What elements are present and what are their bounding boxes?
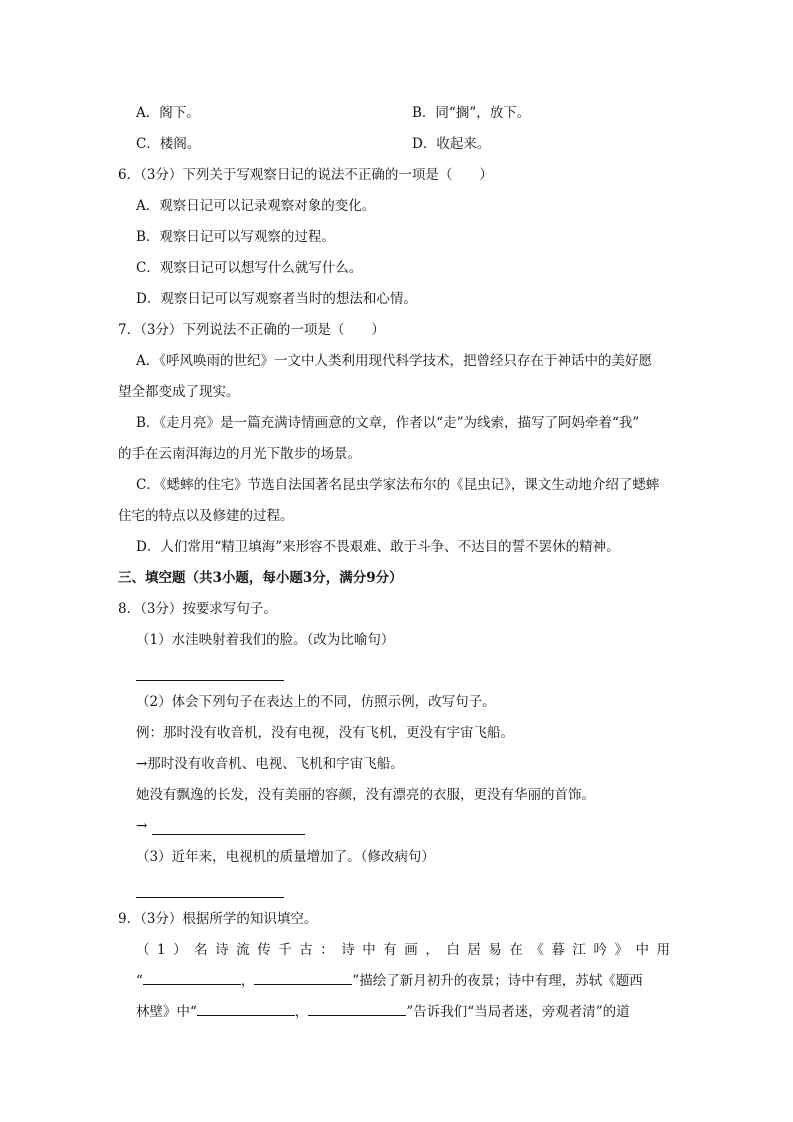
- q8-part2-answer-blank[interactable]: [152, 834, 305, 835]
- q8-example: 例：那时没有收音机，没有电视，没有飞机，更没有宇宙飞船。: [136, 725, 514, 741]
- q6-stem: 6．（3分）下列关于写观察日记的说法不正确的一项是（ ）: [118, 167, 493, 183]
- q5-option-c: C．楼阁。: [136, 136, 201, 152]
- q7-option-b-line2: 的手在云南洱海边的月光下散步的场景。: [118, 446, 361, 462]
- q8-part1: （1）水洼映射着我们的脸。（改为比喻句）: [136, 632, 395, 648]
- q5-option-b: B．同“搁”，放下。: [412, 105, 531, 121]
- q9-line1-char: 流: [236, 942, 250, 958]
- q9-line1-char: 中: [362, 942, 376, 958]
- q9-line1-char: 吟: [593, 942, 607, 958]
- comma: ，: [294, 1004, 309, 1020]
- q8-part1-answer-blank[interactable]: [136, 680, 284, 681]
- q9-line1-char: 画: [404, 942, 418, 958]
- q8-stem: 8．（3分）按要求写句子。: [118, 601, 277, 617]
- q9-line1-char: 白: [446, 942, 460, 958]
- q6-option-d: D．观察日记可以写观察者当时的想法和心情。: [136, 291, 417, 307]
- q9-part1-line1: [136, 941, 670, 959]
- q9-part1-line3: [136, 1003, 630, 1021]
- q8-part2: （2）体会下列句子在表达上的不同，仿照示例，改写句子。: [136, 694, 496, 710]
- q9-stem: 9．（3分）根据所学的知识填空。: [118, 911, 318, 927]
- q5-option-a: A．阁下。: [136, 105, 200, 121]
- q6-option-b: B．观察日记可以写观察的过程。: [136, 229, 335, 245]
- line3-rest: ”告诉我们“当局者迷，旁观者清”的道: [406, 1004, 630, 1020]
- q8-arrow: →: [136, 818, 148, 834]
- q9-line1-char: 在: [509, 942, 523, 958]
- q8-part3: （3）近年来，电视机的质量增加了。（修改病句）: [136, 849, 435, 865]
- q9-line1-char: 古: [299, 942, 313, 958]
- q9-part1-line2: [136, 972, 643, 990]
- q7-option-d: D．人们常用“精卫填海”来形容不畏艰难、敢于斗争、不达目的誓不罢休的精神。: [136, 539, 620, 555]
- q9-line1-char: 诗: [341, 942, 355, 958]
- q6-option-a: A．观察日记可以记录观察对象的变化。: [136, 198, 376, 214]
- q9-line1-char: 用: [656, 942, 670, 958]
- q9-line1-char: 传: [257, 942, 271, 958]
- section-heading: 三、填空题（共3小题，每小题3分，满分9分）: [118, 570, 403, 586]
- q8-example-rewrite: →那时没有收音机、电视、飞机和宇宙飞船。: [136, 756, 404, 772]
- q7-option-c-line2: 住宅的特点以及修建的过程。: [118, 508, 294, 524]
- q8-part3-answer-blank[interactable]: [136, 897, 284, 898]
- line3-prefix: 林壁》中“: [136, 1004, 197, 1020]
- poem-blank-1[interactable]: [143, 972, 241, 985]
- q9-line1-char: ：: [320, 942, 334, 958]
- open-quote: “: [136, 973, 143, 989]
- q7-option-c-line1: C．《蟋蟀的住宅》节选自法国著名昆虫学家法布尔的《昆虫记》，课文生动地介绍了蟋蟀: [136, 477, 660, 493]
- q9-line1-char: 暮: [551, 942, 565, 958]
- q9-line1-char: 名: [194, 942, 208, 958]
- q9-line1-char: 中: [635, 942, 649, 958]
- poem-blank-2[interactable]: [254, 972, 352, 985]
- q7-option-b-line1: B．《走月亮》是一篇充满诗情画意的文章，作者以“走”为线索，描写了阿妈牵着“我”: [136, 415, 640, 431]
- comma: ，: [240, 973, 255, 989]
- q9-line1-char: ，: [425, 942, 439, 958]
- poem-blank-3[interactable]: [197, 1003, 295, 1016]
- q8-sentence: 她没有飘逸的长发，没有美丽的容颜，没有漂亮的衣服，更没有华丽的首饰。: [136, 787, 595, 803]
- q9-line1-char: 居: [467, 942, 481, 958]
- q9-line1-char: 有: [383, 942, 397, 958]
- q7-stem: 7．（3分）下列说法不正确的一项是（ ）: [118, 322, 385, 338]
- q9-line1-char: ）: [173, 942, 187, 958]
- poem-blank-4[interactable]: [308, 1003, 406, 1016]
- q6-option-c: C．观察日记可以想写什么就写什么。: [136, 260, 363, 276]
- q7-option-a-line1: A．《呼风唤雨的世纪》一文中人类利用现代科学技术，把曾经只存在于神话中的美好愿: [136, 353, 652, 369]
- q9-line1-char: （: [136, 942, 150, 958]
- q9-line1-char: 千: [278, 942, 292, 958]
- q9-line1-char: 《: [530, 942, 544, 958]
- line2-rest: ”描绘了新月初升的夜景；诗中有理，苏轼《题西: [352, 973, 643, 989]
- q9-line1-char: 江: [572, 942, 586, 958]
- q9-line1-char: 易: [488, 942, 502, 958]
- q9-line1-char: 诗: [215, 942, 229, 958]
- q5-option-d: D．收起来。: [412, 136, 491, 152]
- q9-line1-char: 1: [157, 942, 166, 958]
- q7-option-a-line2: 望全都变成了现实。: [118, 384, 240, 400]
- q9-line1-char: 》: [614, 942, 628, 958]
